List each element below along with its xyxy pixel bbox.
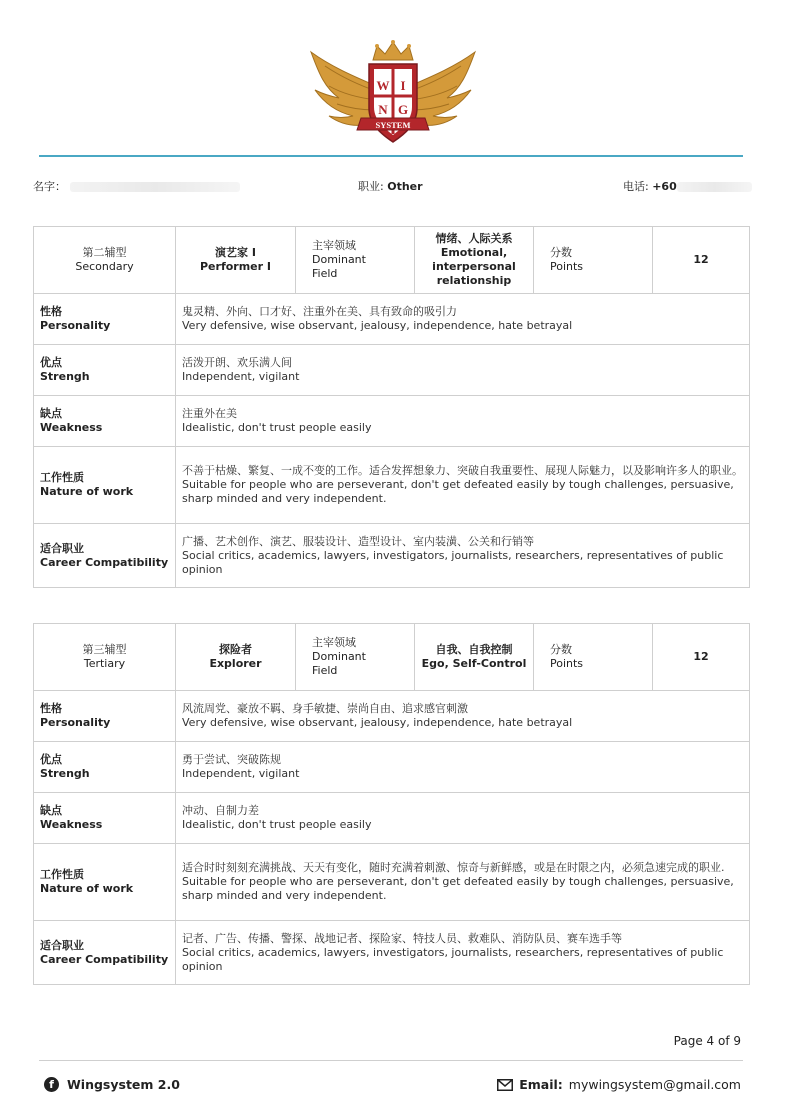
row-label-en: Personality xyxy=(40,716,111,729)
row-label xyxy=(34,447,176,524)
row-label-en: Nature of work xyxy=(40,882,134,895)
logo-ribbon-text: SYSTEM xyxy=(375,120,410,130)
footer-contact xyxy=(497,1077,741,1092)
row-label xyxy=(34,844,176,921)
row-label xyxy=(34,294,176,345)
field-value-en: Ego, Self-Control xyxy=(421,657,527,670)
logo-letter-i: I xyxy=(399,78,406,93)
email-address[interactable]: mywingsystem@gmail.com xyxy=(568,1077,741,1092)
facebook-icon: f xyxy=(44,1077,59,1092)
row-value-en: Independent, vigilant xyxy=(182,767,300,780)
table-row xyxy=(34,691,750,742)
row-label-en: Nature of work xyxy=(40,485,134,498)
row-value-en: Suitable for people who are perseverant, don't get defeated easily by tough challenges, persuasive, sharp minded and very independent. xyxy=(182,875,734,902)
row-label-zh: 适合职业 xyxy=(40,541,84,555)
row-label-en: Weakness xyxy=(40,421,103,434)
row-value-en: Suitable for people who are perseverant, don't get defeated easily by tough challenges, persuasive, sharp minded and very independent. xyxy=(182,478,734,505)
page-number: Page 4 of 9 xyxy=(673,1034,741,1048)
row-value xyxy=(176,793,750,844)
points-zh: 分数 xyxy=(550,246,572,259)
footer-brand xyxy=(44,1077,180,1092)
points-zh: 分数 xyxy=(550,643,572,656)
rank-en: Secondary xyxy=(75,260,134,273)
row-value-zh: 冲动、自制力差 xyxy=(182,804,259,817)
footer-divider xyxy=(39,1060,743,1061)
field-en-2: Field xyxy=(312,664,338,677)
row-label-zh: 工作性质 xyxy=(40,868,84,881)
type-zh: 演艺家 I xyxy=(215,246,256,259)
row-value-zh: 不善于枯燥、繁复、一成不变的工作。适合发挥想象力、突破自我重要性、展现人际魅力，以及影响许多人的职业。 xyxy=(182,464,743,477)
row-value xyxy=(176,447,750,524)
row-value xyxy=(176,691,750,742)
phone-field xyxy=(623,178,752,194)
type-zh: 探险者 xyxy=(219,643,252,656)
row-value xyxy=(176,396,750,447)
row-label-zh: 性格 xyxy=(40,702,62,715)
type-en: Performer I xyxy=(200,260,271,273)
row-label-en: Career Compatibility xyxy=(40,952,169,966)
email-label: Email: xyxy=(519,1077,563,1092)
row-label xyxy=(34,691,176,742)
phone-label: 电话: xyxy=(623,180,649,193)
rank-zh: 第二辅型 xyxy=(82,246,127,259)
row-label xyxy=(34,345,176,396)
row-value xyxy=(176,742,750,793)
table-row xyxy=(34,345,750,396)
name-field xyxy=(33,178,240,194)
name-label: 名字： xyxy=(33,180,66,193)
field-zh: 主宰领域 xyxy=(312,636,356,649)
row-value-zh: 广播、艺术创作、演艺、服装设计、造型设计、室内装潢、公关和行销等 xyxy=(182,534,534,548)
row-label-en: Personality xyxy=(40,319,111,332)
field-value-cell xyxy=(415,624,534,691)
points-value: 12 xyxy=(653,624,750,691)
row-label xyxy=(34,921,176,985)
table-row xyxy=(34,294,750,345)
row-value xyxy=(176,345,750,396)
type-cell xyxy=(176,624,296,691)
row-label-en: Weakness xyxy=(40,818,103,831)
row-value-en: Idealistic, don't trust people easily xyxy=(182,421,372,434)
field-value-zh: 自我、自我控制 xyxy=(435,643,513,656)
field-cell xyxy=(296,624,415,691)
row-label-en: Career Compatibility xyxy=(40,555,169,569)
row-label-zh: 缺点 xyxy=(40,804,62,817)
row-value xyxy=(176,294,750,345)
row-label-zh: 适合职业 xyxy=(40,938,84,952)
envelope-icon xyxy=(497,1079,513,1091)
wing-system-logo xyxy=(0,38,785,148)
table-row xyxy=(34,447,750,524)
row-value-en: Social critics, academics, lawyers, investigators, journalists, researchers, representatives of public opinion xyxy=(182,945,724,973)
type-cell xyxy=(176,227,296,294)
field-zh: 主宰领域 xyxy=(312,239,356,252)
points-en: Points xyxy=(550,260,584,273)
table-row xyxy=(34,396,750,447)
points-label-cell xyxy=(534,624,653,691)
row-label-zh: 工作性质 xyxy=(40,471,84,484)
row-value xyxy=(176,921,750,985)
job-field xyxy=(358,178,423,194)
row-value-zh: 活泼开朗、欢乐满人间 xyxy=(182,356,292,369)
field-value-cell xyxy=(415,227,534,294)
row-value-zh: 记者、广告、传播、警探、战地记者、探险家、特技人员、救难队、消防队员、赛车选手等 xyxy=(182,931,622,945)
field-cell xyxy=(296,227,415,294)
row-label-en: Strengh xyxy=(40,767,90,780)
row-label-en: Strengh xyxy=(40,370,90,383)
row-label-zh: 缺点 xyxy=(40,407,62,420)
table-row xyxy=(34,793,750,844)
brand-name: Wingsystem 2.0 xyxy=(67,1077,180,1092)
job-value: Other xyxy=(387,180,423,193)
row-value-zh: 勇于尝试、突破陈规 xyxy=(182,753,281,766)
row-value xyxy=(176,844,750,921)
table-row xyxy=(34,844,750,921)
row-value-en: Independent, vigilant xyxy=(182,370,300,383)
row-value-zh: 鬼灵精、外向、口才好、注重外在美、具有致命的吸引力 xyxy=(182,305,457,318)
row-label-zh: 优点 xyxy=(40,356,62,369)
logo-letter-n: N xyxy=(377,102,388,117)
row-label xyxy=(34,396,176,447)
rank-zh: 第三辅型 xyxy=(82,643,127,656)
rank-cell xyxy=(34,624,176,691)
field-en-2: Field xyxy=(312,267,338,280)
field-value-en: Emotional, interpersonal relationship xyxy=(432,246,516,287)
logo-letter-w: W xyxy=(376,78,389,93)
row-value xyxy=(176,524,750,588)
row-label xyxy=(34,793,176,844)
field-en-1: Dominant xyxy=(312,650,366,663)
name-value-redacted xyxy=(70,182,240,192)
table-header-row xyxy=(34,227,750,294)
row-label xyxy=(34,742,176,793)
tertiary-type-table xyxy=(33,623,750,985)
table-row xyxy=(34,524,750,588)
header-divider xyxy=(39,155,743,157)
type-en: Explorer xyxy=(209,657,262,670)
row-value-zh: 适合时时刻刻充满挑战、天天有变化，随时充满着刺激、惊奇与新鲜感，或是在时限之内，必须急速完成的职业. xyxy=(182,861,725,874)
table-row xyxy=(34,921,750,985)
row-label xyxy=(34,524,176,588)
job-label: 职业: xyxy=(358,180,384,193)
points-label-cell xyxy=(534,227,653,294)
row-label-zh: 优点 xyxy=(40,753,62,766)
row-value-zh: 风流周党、豪放不羁、身手敏捷、崇尚自由、追求感官刺激 xyxy=(182,702,468,715)
table-row xyxy=(34,742,750,793)
row-label-zh: 性格 xyxy=(40,305,62,318)
secondary-type-table xyxy=(33,226,750,588)
logo-emblem xyxy=(303,38,483,146)
row-value-en: Social critics, academics, lawyers, investigators, journalists, researchers, representatives of public opinion xyxy=(182,548,724,576)
logo-letter-g: G xyxy=(397,102,408,117)
field-en-1: Dominant xyxy=(312,253,366,266)
row-value-zh: 注重外在美 xyxy=(182,407,237,420)
row-value-en: Idealistic, don't trust people easily xyxy=(182,818,372,831)
table-header-row xyxy=(34,624,750,691)
points-value: 12 xyxy=(653,227,750,294)
row-value-en: Very defensive, wise observant, jealousy, independence, hate betrayal xyxy=(182,716,573,729)
phone-value-redacted xyxy=(677,182,752,192)
points-en: Points xyxy=(550,657,584,670)
field-value-zh: 情绪、人际关系 xyxy=(435,232,513,245)
phone-value: +60 xyxy=(652,180,677,193)
row-value-en: Very defensive, wise observant, jealousy, independence, hate betrayal xyxy=(182,319,573,332)
rank-en: Tertiary xyxy=(83,657,126,670)
rank-cell xyxy=(34,227,176,294)
